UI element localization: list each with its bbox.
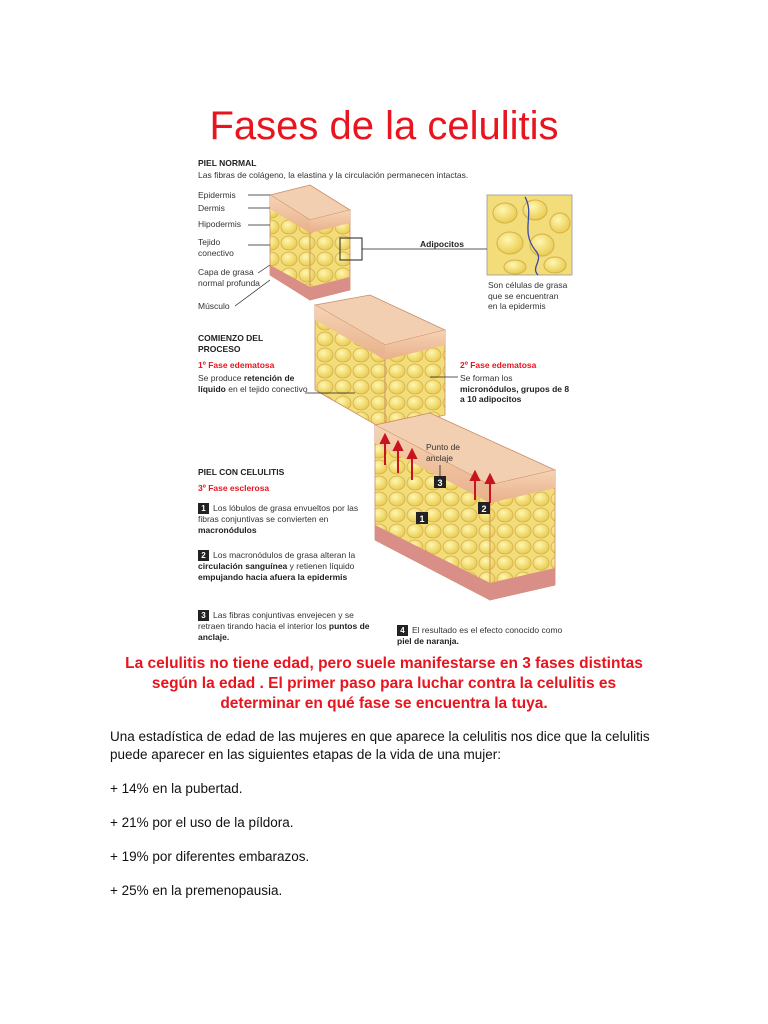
- label-capa-grasa: Capa de grasa normal profunda: [198, 267, 260, 288]
- stat-pubertad: + 14% en la pubertad.: [110, 781, 243, 796]
- svg-text:1: 1: [419, 514, 425, 524]
- label-epidermis: Epidermis: [198, 190, 236, 200]
- step-4: 4 El resultado es el efecto conocido como piel de naranja.: [397, 625, 563, 646]
- adipocitos-label: Adipocitos: [420, 239, 464, 249]
- fase2-text: Se forman los micronódulos, grupos de 8 a 10 adipocitos: [460, 373, 570, 404]
- intro-paragraph: Una estadística de edad de las mujeres en que aparece la celulitis nos dice que la celulitis puede aparecer en las siguientes etapas de la vida de una mujer:: [110, 729, 650, 762]
- stat-pildora: + 21% por el uso de la píldora.: [110, 815, 294, 830]
- page-title: Fases de la celulitis: [209, 104, 559, 148]
- fase3-label: 3º Fase esclerosa: [198, 483, 270, 493]
- adipocitos-zoom: [362, 195, 572, 275]
- label-tejido-conectivo: Tejido conectivo: [198, 237, 234, 258]
- label-hipodermis: Hipodermis: [198, 219, 241, 229]
- stat-embarazos: + 19% por diferentes embarazos.: [110, 849, 310, 864]
- piel-normal-heading: PIEL NORMAL: [198, 158, 257, 168]
- step-1: 1 Los lóbulos de grasa envueltos por las fibras conjuntivas se convierten en macronódulos: [198, 503, 359, 535]
- punto-anclaje-label: Punto de anclaje: [426, 442, 461, 463]
- comienzo-heading: COMIENZO DEL PROCESO: [198, 333, 264, 354]
- cellulite-illustration: [190, 155, 575, 650]
- lead-statement: La celulitis no tiene edad, pero suele manifestarse en 3 fases distintas según la edad . El primer paso para luchar contra la celulitis es determinar en qué fase se encuentra la tuya.: [125, 655, 643, 712]
- fase2-label: 2º Fase edematosa: [460, 360, 537, 370]
- svg-text:2: 2: [481, 504, 487, 514]
- step-3: 3 Las fibras conjuntivas envejecen y se retraen tirando hacia el interior los puntos de anclaje.: [198, 610, 370, 642]
- adipocitos-description: Son células de grasa que se encuentran en la epidermis: [488, 280, 568, 311]
- fase1-text: Se produce retención de líquido en el tejido conectivo: [198, 373, 308, 394]
- label-musculo: Músculo: [198, 301, 230, 311]
- piel-normal-subtitle: Las fibras de colágeno, la elastina y la circulación permanecen intactas.: [198, 170, 469, 180]
- step-2: 2 Los macronódulos de grasa alteran la circulación sanguínea y retienen líquido empujando hacia afuera la epidermis: [198, 550, 356, 582]
- normal-skin-block: [270, 185, 362, 300]
- svg-text:3: 3: [437, 478, 443, 488]
- stat-premenopausia: + 25% en la premenopausia.: [110, 883, 283, 898]
- label-dermis: Dermis: [198, 203, 225, 213]
- body-text: [110, 728, 670, 916]
- celulitis-heading: PIEL CON CELULITIS: [198, 467, 285, 477]
- fase1-label: 1º Fase edematosa: [198, 360, 275, 370]
- early-phase-skin-block: [305, 295, 458, 430]
